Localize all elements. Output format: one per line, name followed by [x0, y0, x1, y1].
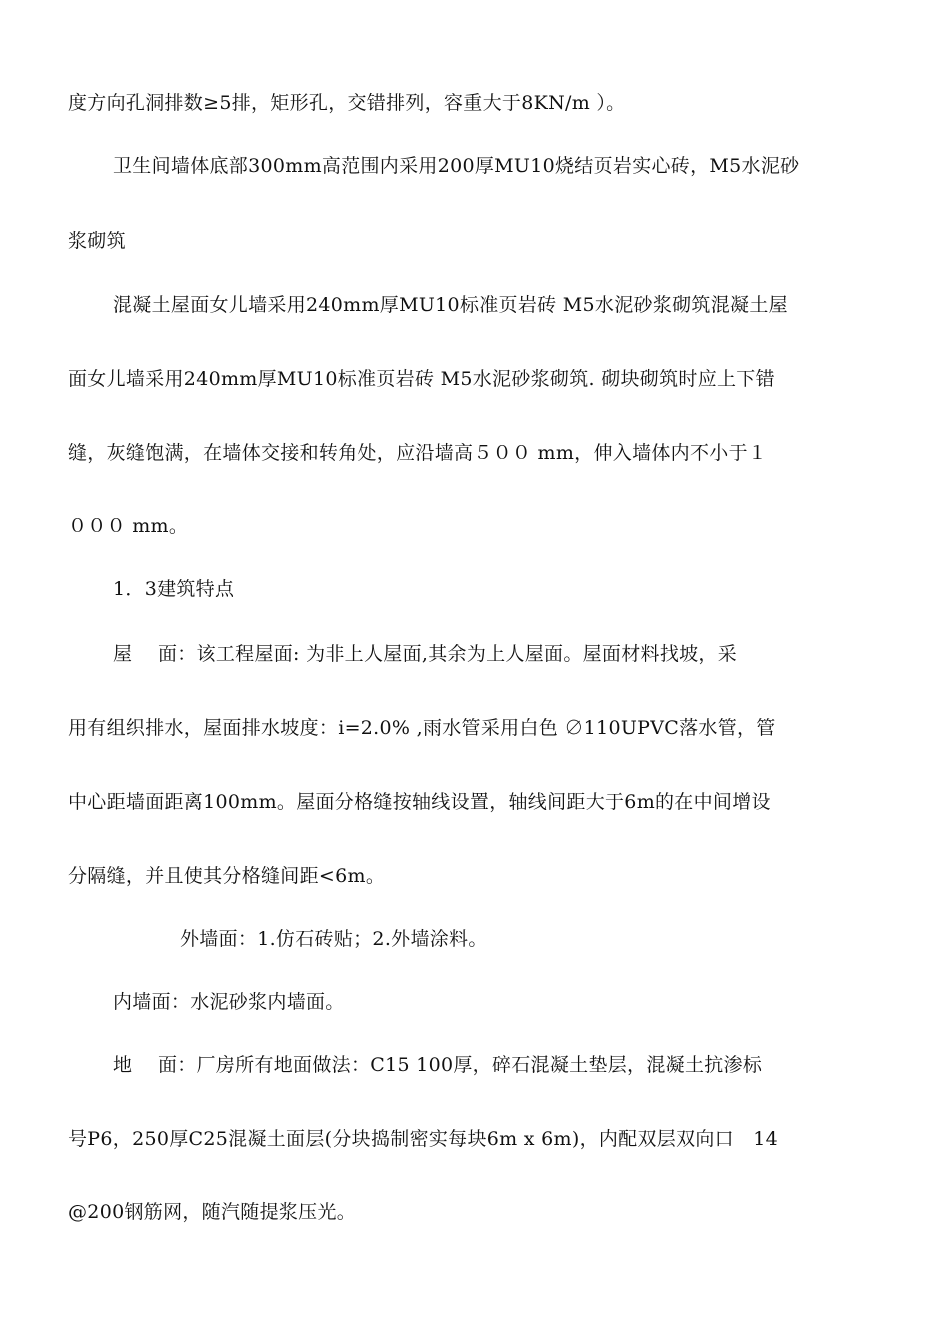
text-line-11: 中心距墙面距离100mm。屋面分格缝按轴线设置，轴线间距大于6m的在中间增设	[68, 791, 771, 813]
text-line-10: 用有组织排水，屋面排水坡度：i=2.0% ,雨水管采用白色 ∅110UPVC落水管，管	[68, 717, 776, 739]
text-line-15: 地 面：厂房所有地面做法：C15 100厚，碎石混凝土垫层，混凝土抗渗标	[113, 1054, 763, 1076]
text-line-12: 分隔缝，并且使其分格缝间距<6m。	[68, 865, 386, 887]
text-line-9: 屋 面：该工程屋面: 为非上人屋面,其余为上人屋面。屋面材料找坡，采	[113, 643, 738, 665]
text-line-13: 外墙面：1.仿石砖贴；2.外墙涂料。	[180, 928, 488, 950]
section-heading: 1．3建筑特点	[113, 578, 235, 600]
text-line-16: 号P6，250厚C25混凝土面层(分块捣制密实每块6m x 6m)，内配双层双向口 14	[68, 1128, 779, 1150]
text-line-2: 卫生间墙体底部300mm高范围内采用200厚MU10烧结页岩实心砖，M5水泥砂	[113, 155, 800, 177]
text-line-4: 混凝土屋面女儿墙采用240mm厚MU10标准页岩砖 M5水泥砂浆砌筑混凝土屋	[113, 294, 788, 316]
text-line-17: @200钢筋网，随汽随提浆压光。	[68, 1201, 357, 1223]
text-line-3: 浆砌筑	[68, 230, 126, 252]
text-line-5: 面女儿墙采用240mm厚MU10标准页岩砖 M5水泥砂浆砌筑. 砌块砌筑时应上下错	[68, 368, 775, 390]
text-line-1: 度方向孔洞排数≥5排，矩形孔，交错排列，容重大于8KN/m ）。	[68, 92, 626, 114]
text-line-7: ０００ mm。	[68, 515, 189, 537]
text-line-14: 内墙面：水泥砂浆内墙面。	[113, 991, 345, 1013]
text-line-6: 缝，灰缝饱满，在墙体交接和转角处，应沿墙高５００ mm，伸入墙体内不小于１	[68, 442, 768, 464]
